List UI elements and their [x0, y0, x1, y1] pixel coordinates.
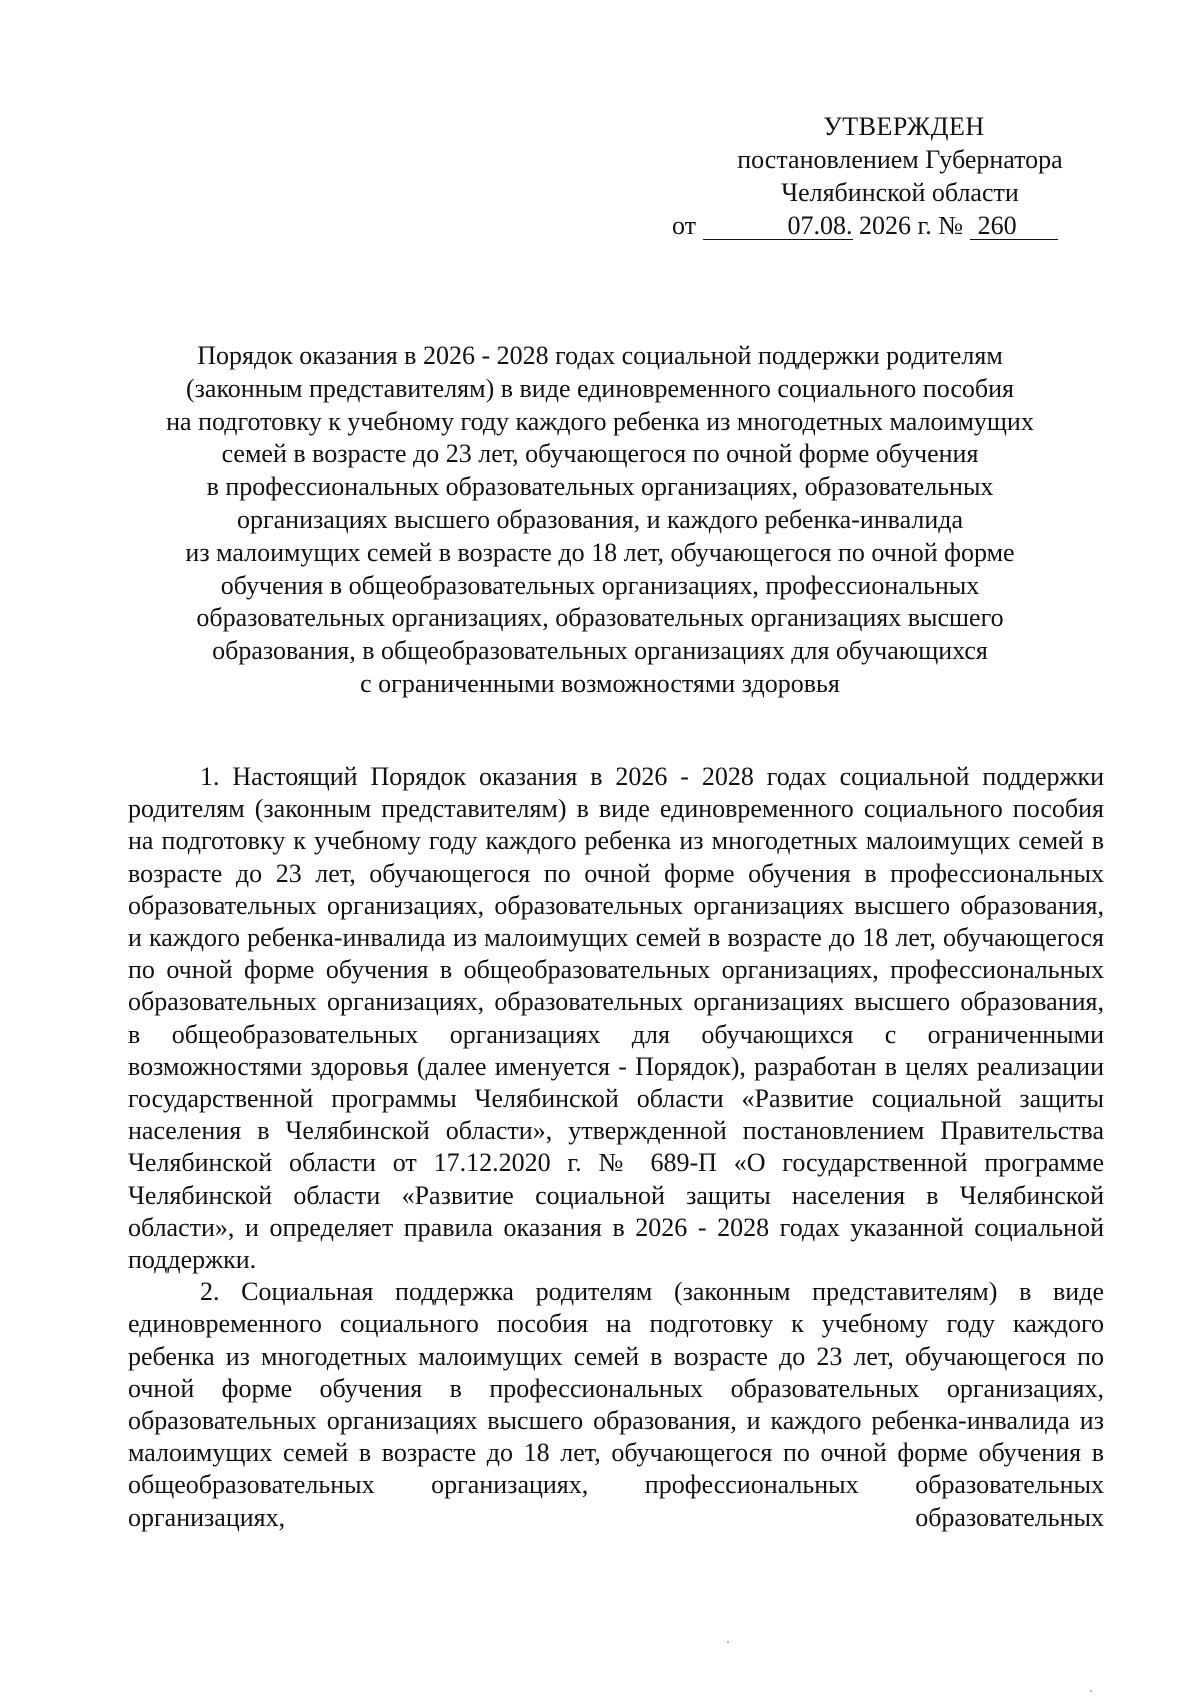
approval-block: [672, 110, 1110, 242]
approval-status: УТВЕРЖДЕН: [823, 112, 985, 141]
title-line: из малоимущих семей в возрасте до 18 лет, обучающегося по очной форме: [185, 537, 1015, 567]
title-line: на подготовку к учебному году каждого ребенка из многодетных малоимущих: [166, 406, 1034, 436]
date-prefix: от: [672, 211, 697, 240]
title-line: (законным представителям) в виде единовременного социального пособия: [185, 373, 1014, 403]
title-line: Порядок оказания в 2026 - 2028 годах социальной поддержки родителям: [197, 341, 1003, 370]
title-line: организациях высшего образования, и каждого ребенка-инвалида: [236, 504, 964, 534]
scan-artifact: [1090, 1690, 1092, 1692]
title-line: образовательных организациях, образовательных организациях высшего: [196, 603, 1004, 633]
approval-line-2: Челябинской области: [781, 178, 1019, 207]
approval-line-1: постановлением Губернатора: [737, 145, 1063, 174]
title-line: в профессиональных образовательных организациях, образовательных: [206, 472, 994, 502]
document-title: [118, 340, 1082, 701]
title-line: с ограниченными возможностями здоровья: [360, 668, 840, 698]
approval-year: 2026 г. №: [859, 211, 964, 240]
title-line: образования, в общеобразовательных организациях для обучающихся: [212, 636, 988, 666]
paragraph-1: 1. Настоящий Порядок оказания в 2026 - 2028 годах социальной поддержки родителям (законным представителям) в виде единовременного социального пособия на подготовку к учебному году каждого ребенка из многодетных малоимущих семей в возрасте до 23 лет, обучающегося по очной форме обучения в профессиональных образовательных организациях, образовательных организациях высшего образования, и каждого ребенка-инвалида из малоимущих семей в возрасте до 18 лет, обучающегося по очной форме обучения в общеобразовательных организациях, профессиональных образовательных организациях, образовательных организациях высшего образования, в общеобразовательных организациях для обучающихся с ограниченными возможностями здоровья (далее именуется - Порядок), разработан в целях реализации государственной программы Челябинской области «Развитие социальной защиты населения в Челябинской области», утвержденной постановлением Правительства Челябинской области от 17.12.2020 г. № 689-П «О государственной программе Челябинской области «Развитие социальной защиты населения в Челябинской области», и определяет правила оказания в 2026 - 2028 годах указанной социальной поддержки.: [128, 762, 1104, 1275]
title-line: обучения в общеобразовательных организациях, профессиональных: [220, 570, 980, 600]
document-body: [128, 761, 1104, 1534]
approval-date: 07.08.: [703, 213, 853, 240]
paragraph-2: 2. Социальная поддержка родителям (законным представителям) в виде единовременного социального пособия на подготовку к учебному году каждого ребенка из многодетных малоимущих семей в возрасте до 23 лет, обучающегося по очной форме обучения в профессиональных образовательных организациях, образовательных организациях высшего образования, и каждого ребенка-инвалида из малоимущих семей в возрасте до 18 лет, обучающегося по очной форме обучения в общеобразовательных организациях, профессиональных образовательных организациях, образовательных: [128, 1277, 1104, 1532]
title-line: семей в возрасте до 23 лет, обучающегося по очной форме обучения: [221, 439, 979, 469]
scan-artifact: [727, 1641, 729, 1643]
approval-number: 260: [970, 213, 1058, 240]
approval-date-line: [672, 209, 1110, 242]
